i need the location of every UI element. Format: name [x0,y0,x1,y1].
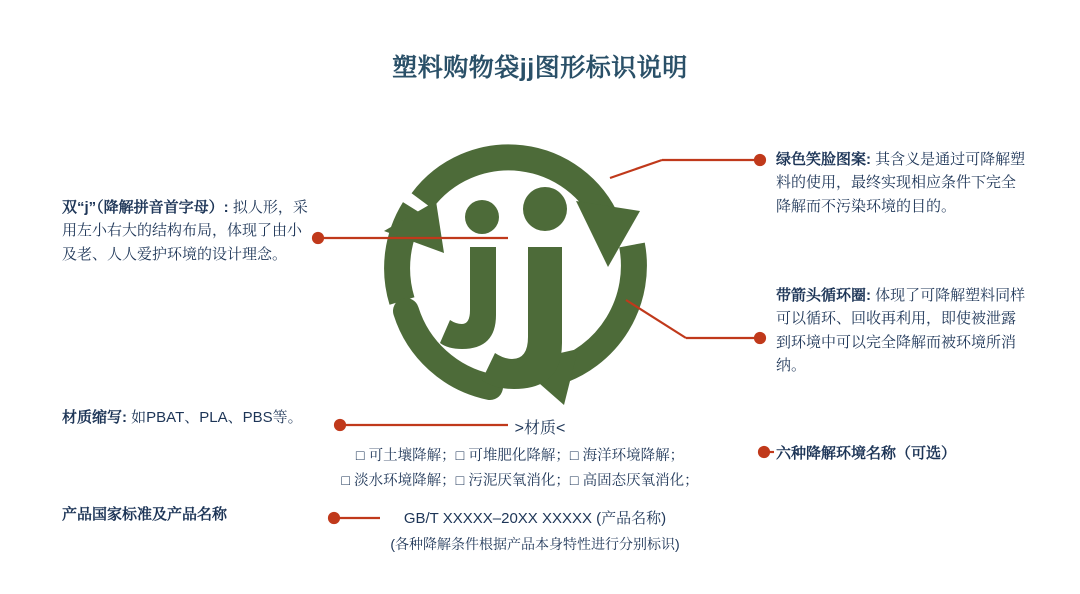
jj-recycle-logo [340,105,700,425]
note-arrow-circle-heading: 带箭头循环圈: [776,287,871,304]
note-material-abbr [62,406,312,429]
standard-note-line: (各种降解条件根据产品本身特性进行分别标识) [390,536,680,552]
env-line-2: □ 淡水环境降解；□ 污泥厌氧消化；□ 高固态厌氧消化； [341,473,699,490]
note-six-environments: 六种降解环境名称（可选） [776,445,957,462]
material-placeholder-text: >材质< [514,420,566,437]
note-jj-letters [62,196,312,266]
note-jj-letters-heading: 双“j”（降解拼音首字母）: [62,199,229,216]
note-material-abbr-heading: 材质缩写: [62,409,127,426]
standard-code-line: GB/T XXXXX–20XX XXXXX (产品名称) [403,510,667,527]
jj-letters [440,187,567,389]
note-jj-letters-body: 拟人形，采用左小右大的结构布局，体现了由小及老、人人爱护环境的设计理念。 [62,199,308,263]
note-standard-label: 产品国家标准及产品名称 [62,506,228,523]
page-title: 塑料购物袋jj图形标识说明 [392,54,688,82]
note-green-smile [776,148,1026,218]
note-material-abbr-body: 如PBAT、PLA、PBS等。 [131,409,303,426]
env-line-1: □ 可土壤降解；□ 可堆肥化降解；□ 海洋环境降解； [355,448,685,464]
note-green-smile-body: 其含义是通过可降解塑料的使用，最终实现相应条件下完全降解而不污染环境的目的。 [776,151,1026,215]
standard-text-block [300,505,770,557]
note-arrow-circle [776,284,1026,377]
degradation-environment-list [270,444,770,495]
note-arrow-circle-body: 体现了可降解塑料同样可以循环、回收再利用，即使被泄露到环境中可以完全降解而被环境所消纳。 [776,287,1026,374]
note-green-smile-heading: 绿色笑脸图案: [776,151,871,168]
